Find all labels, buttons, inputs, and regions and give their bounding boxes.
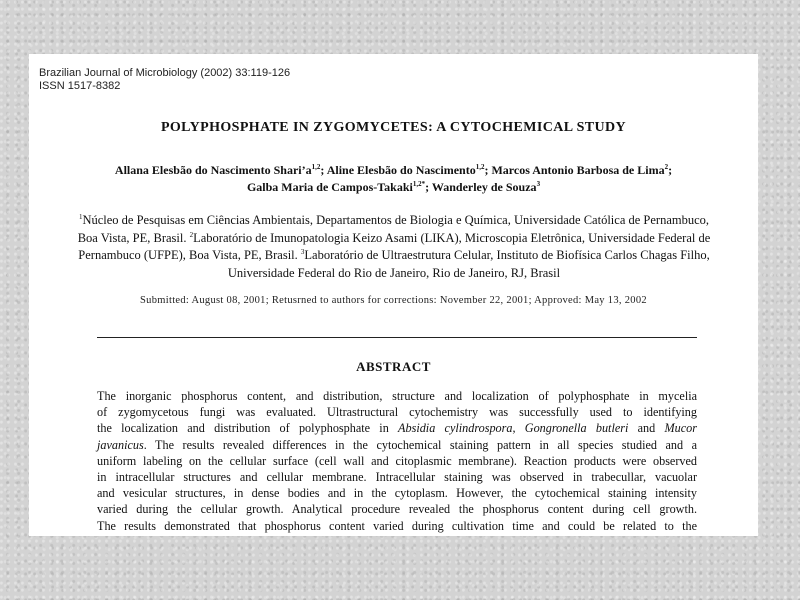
author-affiliation-marker: 3 bbox=[536, 180, 541, 188]
species-name: Mucor bbox=[664, 421, 697, 436]
affiliation-text: Laboratório de Ultraestrutura Celular, Instituto de Biofísica Carlos Chagas Filho, bbox=[304, 248, 710, 262]
abstract-text: . The results revealed differences in the cytochemical staining pattern in all species studied and a bbox=[143, 437, 697, 452]
author-line-1 bbox=[29, 162, 758, 179]
author-separator: ; bbox=[668, 163, 673, 177]
author-list bbox=[29, 162, 758, 196]
author-name: Galba Maria de Campos-Takaki bbox=[246, 180, 413, 194]
author-line-2 bbox=[29, 179, 758, 196]
journal-citation: Brazilian Journal of Microbiology (2002) 33:119-126 bbox=[39, 67, 291, 79]
abstract-body bbox=[97, 388, 697, 534]
species-name: javanicus bbox=[97, 437, 144, 452]
journal-issn: ISSN 1517-8382 bbox=[39, 80, 121, 92]
abstract-line: uniform labeling on the cellular surface (cell wall and citoplasmic membrane). Reaction products were observed bbox=[97, 453, 697, 468]
author-affiliation-marker: 2 bbox=[664, 163, 669, 171]
affiliations bbox=[43, 212, 745, 282]
author-affiliation-marker: 1,2* bbox=[412, 180, 426, 188]
affiliation-line-2 bbox=[43, 230, 745, 248]
abstract-heading: ABSTRACT bbox=[356, 359, 431, 374]
author-name: ; Marcos Antonio Barbosa de Lima bbox=[484, 163, 665, 177]
abstract-line: in intracellular structures and cellular membrane. Intracellular staining was observed in trabecullar, vacuolar bbox=[97, 470, 697, 485]
abstract-line: of zygomycetous fungi was evaluated. Ultrastructural cytochemistry was successfully used to identifying bbox=[97, 405, 697, 420]
abstract-text: the localization and distribution of polyphosphate in bbox=[97, 421, 399, 436]
affiliation-text: Boa Vista, PE, Brasil. bbox=[77, 230, 190, 245]
author-name: ; Wanderley de Souza bbox=[425, 180, 537, 194]
affiliation-text: Núcleo de Pesquisas em Ciências Ambientais, Departamentos de Biologia e Química, Universidade Católica de Pernambuco, bbox=[82, 213, 710, 227]
affiliation-text: Laboratório de Imunopatologia Keizo Asami (LIKA), Microscopia Eletrônica, Universidade Federal de bbox=[193, 230, 711, 245]
affiliation-text: Pernambuco (UFPE), Boa Vista, PE, Brasil. bbox=[78, 248, 301, 262]
affiliation-marker: 3 bbox=[300, 247, 305, 256]
paper-title: POLYPHOSPHATE IN ZYGOMYCETES: A CYTOCHEMICAL STUDY bbox=[160, 120, 627, 135]
author-name: ; Aline Elesbão do Nascimento bbox=[320, 163, 476, 177]
abstract-line: The results demonstrated that phosphorus content varied during cultivation time and could be related to the bbox=[97, 518, 697, 533]
abstract-text: and bbox=[628, 421, 665, 436]
section-divider bbox=[97, 337, 697, 338]
affiliation-line-1 bbox=[43, 212, 745, 230]
abstract-line: varied during the cellular growth. Analytical procedure revealed the phosphorus content during cell growth. bbox=[97, 502, 697, 517]
author-affiliation-marker: 1,2 bbox=[475, 163, 485, 171]
submission-dates: Submitted: August 08, 2001; Retusrned to authors for corrections: November 22, 2001; Approved: May 13, 2002 bbox=[140, 295, 647, 306]
affiliation-line-3 bbox=[43, 247, 745, 265]
abstract-line bbox=[97, 437, 697, 453]
affiliation-text: Universidade Federal do Rio de Janeiro, Rio de Janeiro, RJ, Brasil bbox=[227, 265, 561, 280]
author-affiliation-marker: 1,2 bbox=[311, 163, 321, 171]
author-name: Allana Elesbão do Nascimento Shari’a bbox=[114, 163, 312, 177]
paper-page bbox=[29, 54, 758, 536]
abstract-line bbox=[97, 420, 697, 436]
affiliation-marker: 2 bbox=[189, 230, 194, 239]
affiliation-marker: 1 bbox=[78, 212, 83, 221]
affiliation-line-4 bbox=[43, 265, 745, 283]
journal-header bbox=[39, 67, 290, 93]
abstract-line: The inorganic phosphorus content, and distribution, structure and localization of polyphosphate in mycelia bbox=[97, 389, 697, 403]
species-name: Absidia cylindrospora, Gongronella butleri bbox=[398, 421, 629, 436]
abstract-line: and vesicular structures, in dense bodies and in the cytoplasm. However, the cytochemical staining intensity bbox=[97, 486, 697, 501]
